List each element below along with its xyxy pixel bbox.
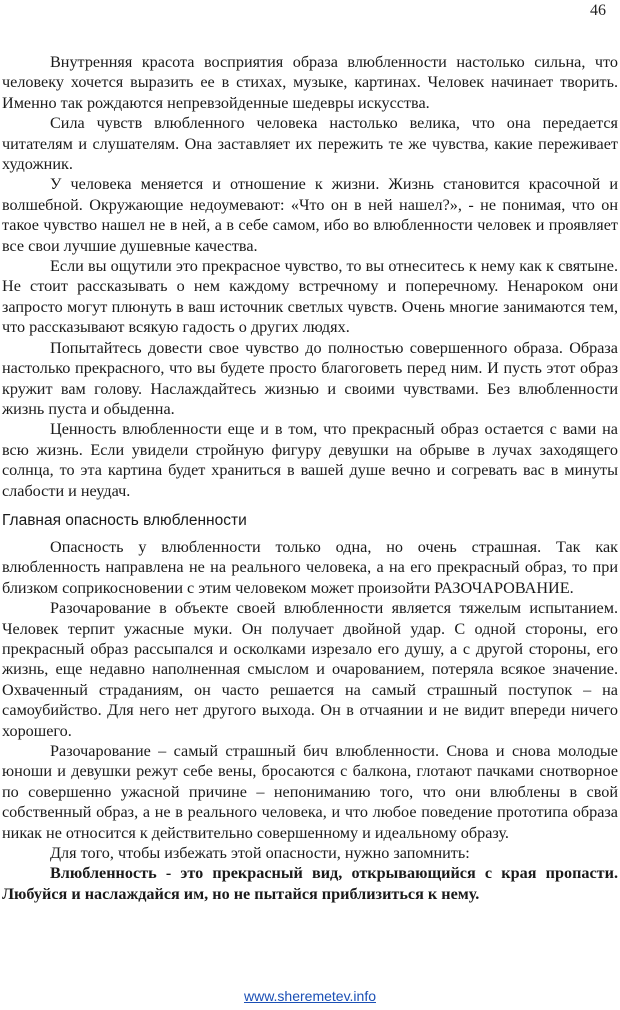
bold-conclusion: Влюбленность - это прекрасный вид, открывающийся с края пропасти. Любуйся и наслаждайся им, но не пытайся приблизиться к нему. xyxy=(2,864,618,903)
paragraph: Опасность у влюбленности только одна, но очень страшная. Так как влюбленность направлена не на реального человека, а на его прекрасный образ, то при близком соприкосновении с этим человеком может произойти РАЗОЧАРОВАНИЕ. xyxy=(2,537,618,597)
paragraph: Попытайтесь довести свое чувство до полностью совершенного образа. Образа настолько прекрасного, что вы будете просто благоговеть перед ним. И пусть этот образ кружит вам голову. Наслаждайтесь жизнью и своими чувствами. Без влюбленности жизнь пуста и обыденна. xyxy=(2,338,618,418)
footer-website-link[interactable]: www.sheremetev.info xyxy=(243,988,376,1004)
paragraph: Ценность влюбленности еще и в том, что прекрасный образ остается с вами на всю жизнь. Если увидели стройную фигуру девушки на обрыве в лучах заходящего солнца, то эта картина будет храниться в вашей душе вечно и согревать вас в минуты слабости и неудач. xyxy=(2,420,618,500)
paragraph: У человека меняется и отношение к жизни. Жизнь становится красочной и волшебной. Окружающие недоумевают: «Что он в ней нашел?», - не понимая, что он такое чувство нашел не в ней, а в себе самом, ибо во влюбленности человек и проявляет все свои лучшие душевные качества. xyxy=(2,175,618,255)
paragraph: Сила чувств влюбленного человека настолько велика, что она передается читателям и слушателям. Она заставляет их пережить те же чувства, какие переживает художник. xyxy=(2,114,618,174)
paragraph: Внутренняя красота восприятия образа влюбленности настолько сильна, что человеку хочется выразить ее в стихах, музыке, картинах. Человек начинает творить. Именно так рождаются непревзойденные шедевры искусства. xyxy=(2,53,618,112)
body-text xyxy=(2,52,618,904)
section-heading: Главная опасность влюбленности xyxy=(2,511,247,529)
paragraph: Для того, чтобы избежать этой опасности, нужно запомнить: xyxy=(50,844,470,863)
paragraph: Если вы ощутили это прекрасное чувство, то вы отнеситесь к нему как к святыне. Не стоит рассказывать о нем каждому встречному и поперечному. Ненароком они запросто могут плюнуть в ваш источник светлых чувств. Очень многие занимаются тем, что рассказывают всякую гадость о других людях. xyxy=(2,257,618,337)
paragraph: Разочарование в объекте своей влюбленности является тяжелым испытанием. Человек терпит ужасные муки. Он получает двойной удар. С одной стороны, его прекрасный образ рассыпался и осколками изрезало его душу, а с другой стороны, его жизнь, еще недавно наполненная смыслом и очарованием, потеряла всякое значение. Охваченный страданиям, он часто решается на самый страшный поступок – на самоубийство. Для него нет другого выхода. Он в отчаянии и не видит впереди ничего хорошего. xyxy=(2,599,618,740)
page-number: 46 xyxy=(590,2,606,19)
paragraph: Разочарование – самый страшный бич влюбленности. Снова и снова молодые юноши и девушки режут себе вены, бросаются с балкона, глотают пачками снотворное по совершенно ужасной причине – непониманию того, что они влюблены в свой собственный образ, а не в реального человека, и что любое поведение прототипа образа никак не относится к действительно совершенному и идеальному образу. xyxy=(2,742,618,842)
